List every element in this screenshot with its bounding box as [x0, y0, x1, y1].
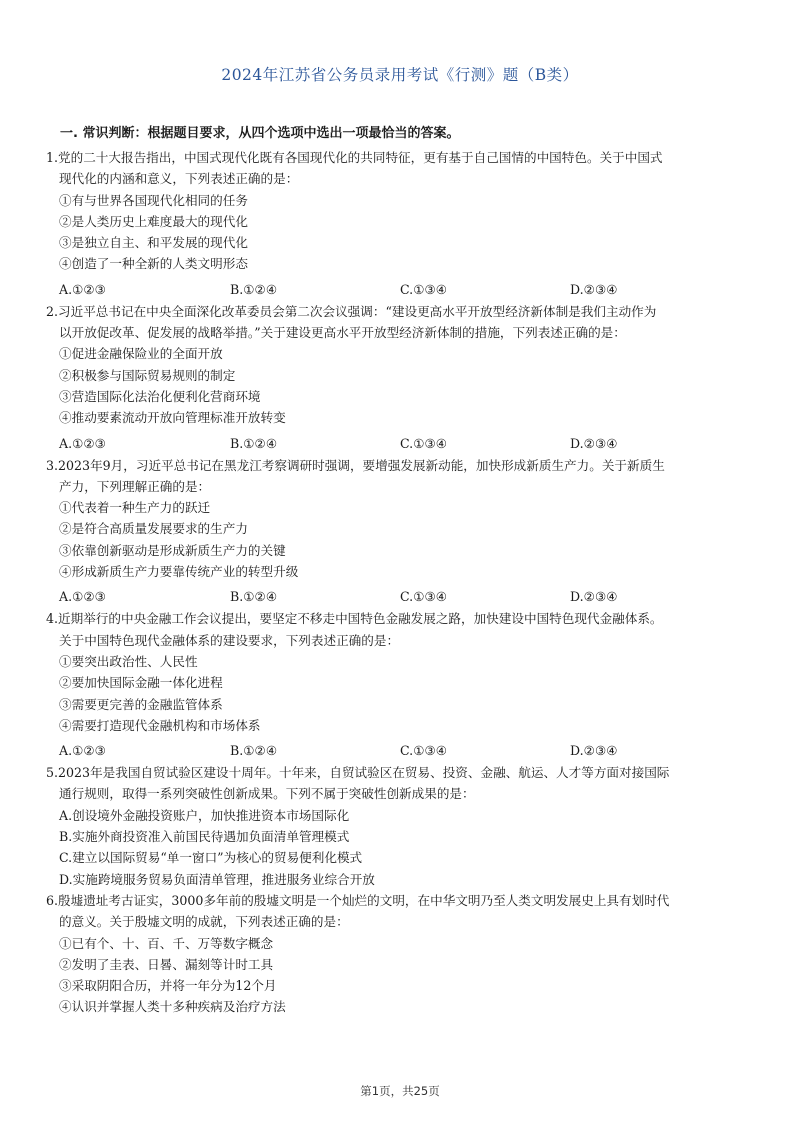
- statement-item: ④推动要素流动开放向管理标准开放转变: [59, 410, 286, 426]
- question-4: [46, 608, 746, 762]
- answer-options: [46, 278, 746, 301]
- statement-item: ③是独立自主、和平发展的现代化: [59, 235, 248, 251]
- question-stem-line: 1.党的二十大报告指出，中国式现代化既有各国现代化的共同特征，更有基于自己国情的中国特色。关于中国式: [46, 150, 663, 165]
- statement-item: ②积极参与国际贸易规则的制定: [59, 367, 236, 383]
- answer-option-c[interactable]: C.建立以国际贸易“单一窗口”为核心的贸易便利化模式: [59, 850, 363, 866]
- question-2: [46, 301, 746, 455]
- answer-option-c[interactable]: C.①③④: [400, 435, 448, 451]
- question-stem-line: 关于中国特色现代金融体系的建设要求，下列表述正确的是：: [59, 632, 400, 648]
- question-3: [46, 455, 746, 609]
- answer-option-b[interactable]: B.①②④: [230, 435, 278, 451]
- answer-option-a[interactable]: A.①②③: [59, 281, 106, 297]
- statement-item: ④认识并掌握人类十多种疾病及治疗方法: [59, 999, 286, 1015]
- answer-option-a[interactable]: A.①②③: [59, 435, 106, 451]
- answer-option-c[interactable]: C.①③④: [400, 743, 448, 759]
- statement-item: ④创造了一种全新的人类文明形态: [59, 256, 248, 272]
- statement-item: ④需要打造现代金融机构和市场体系: [59, 717, 261, 733]
- question-stem-line: 产力，下列理解正确的是：: [59, 478, 211, 494]
- page-title: 2024年江苏省公务员录用考试《行测》题（B类）: [221, 66, 579, 84]
- answer-option-d[interactable]: D.②③④: [570, 743, 618, 759]
- statement-item: ③营造国际化法治化便利化营商环境: [59, 388, 261, 404]
- statement-item: ③依靠创新驱动是形成新质生产力的关键: [59, 542, 286, 558]
- answer-option-a[interactable]: A.①②③: [59, 743, 106, 759]
- question-stem-line: 5.2023年是我国自贸试验区建设十周年。十年来，自贸试验区在贸易、投资、金融、航运、人才等方面对接国际: [46, 765, 670, 781]
- answer-option-c[interactable]: C.①③④: [400, 589, 448, 605]
- answer-options: [46, 739, 746, 762]
- question-list: [46, 147, 746, 1018]
- statement-item: ②是符合高质量发展要求的生产力: [59, 521, 248, 537]
- answer-option-a[interactable]: A.①②③: [59, 589, 106, 605]
- answer-option-d[interactable]: D.②③④: [570, 435, 618, 451]
- statement-item: ①代表着一种生产力的跃迁: [59, 500, 211, 516]
- statement-item: ①已有个、十、百、千、万等数字概念: [59, 935, 274, 951]
- question-stem-line: 3.2023年9月，习近平总书记在黑龙江考察调研时强调，要增强发展新动能，加快形成新质生产力。关于新质生: [46, 457, 665, 473]
- question-stem-line: 的意义。关于殷墟文明的成就，下列表述正确的是：: [59, 914, 349, 930]
- statement-item: ①要突出政治性、人民性: [59, 653, 198, 669]
- page-number: 第1页，共25页: [360, 1084, 440, 1098]
- statement-item: ①有与世界各国现代化相同的任务: [59, 192, 248, 208]
- question-stem-line: 4.近期举行的中央金融工作会议提出，要坚定不移走中国特色金融发展之路，加快建设中国特色现代金融体系。: [46, 611, 663, 627]
- statement-item: ③采取阴阳合历，并将一年分为12个月: [59, 978, 277, 994]
- answer-option-b[interactable]: B.①②④: [230, 743, 278, 759]
- question-stem-line: 通行规则，取得一系列突破性创新成果。下列不属于突破性创新成果的是：: [59, 786, 475, 802]
- statement-item: ②发明了圭表、日晷、漏刻等计时工具: [59, 956, 274, 972]
- answer-options: [46, 432, 746, 455]
- answer-option-c[interactable]: C.①③④: [400, 281, 448, 297]
- statement-item: ②是人类历史上难度最大的现代化: [59, 213, 248, 229]
- question-1: [46, 147, 746, 301]
- answer-option-a[interactable]: A.创设境外金融投资账户，加快推进资本市场国际化: [59, 807, 350, 823]
- answer-option-d[interactable]: D.实施跨境服务贸易负面清单管理，推进服务业综合开放: [59, 871, 375, 887]
- question-5: [46, 762, 746, 890]
- question-stem-line: 2.习近平总书记在中央全面深化改革委员会第二次会议强调：“建设更高水平开放型经济新体制是我们主动作为: [46, 303, 657, 319]
- answer-options: [46, 585, 746, 608]
- statement-item: ④形成新质生产力要靠传统产业的转型升级: [59, 564, 299, 580]
- answer-option-b[interactable]: B.①②④: [230, 589, 278, 605]
- answer-option-b[interactable]: B.①②④: [230, 281, 278, 297]
- question-6: [46, 890, 746, 1018]
- statement-item: ①促进金融保险业的全面开放: [59, 346, 223, 362]
- answer-option-d[interactable]: D.②③④: [570, 281, 618, 297]
- answer-option-b[interactable]: B.实施外商投资准入前国民待遇加负面清单管理模式: [59, 829, 350, 845]
- question-stem-line: 现代化的内涵和意义，下列表述正确的是：: [59, 171, 299, 187]
- answer-option-d[interactable]: D.②③④: [570, 589, 618, 605]
- question-stem-line: 6.殷墟遗址考古证实，3000多年前的殷墟文明是一个灿烂的文明，在中华文明乃至人类文明发展史上具有划时代: [46, 892, 670, 908]
- statement-item: ②要加快国际金融一体化进程: [59, 675, 223, 691]
- statement-item: ③需要更完善的金融监管体系: [59, 696, 223, 712]
- section-heading: 一. 常识判断：根据题目要求，从四个选项中选出一项最恰当的答案。: [60, 126, 460, 141]
- question-stem-line: 以开放促改革、促发展的战略举措。”关于建设更高水平开放型经济新体制的措施，下列表述正确的是：: [59, 325, 626, 341]
